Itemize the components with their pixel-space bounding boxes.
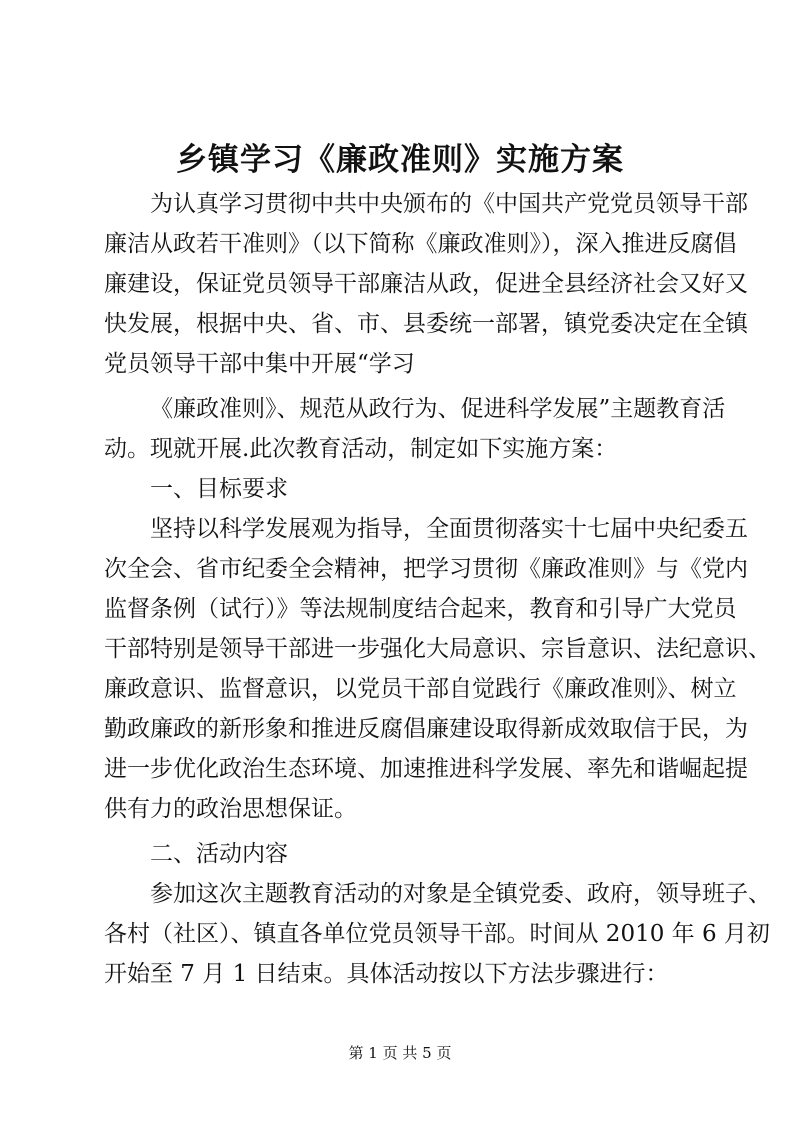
body-line-4: 快发展，根据中央、省、市、县委统一部署，镇党委决定在全镇 — [104, 311, 748, 337]
body-line-19: 各村（社区）、镇直各单位党员领导干部。时间从 2010 年 6 月初 — [104, 921, 770, 947]
body-line-1: 为认真学习贯彻中共中央颁布的《中国共产党党员领导干部 — [150, 191, 748, 217]
section-heading-1: 一、目标要求 — [150, 476, 288, 502]
body-line-13: 廉政意识、监督意识，以党员干部自觉践行《廉政准则》、树立 — [104, 676, 737, 702]
body-line-18: 参加这次主题教育活动的对象是全镇党委、政府，领导班子、 — [150, 881, 771, 907]
body-line-9: 坚持以科学发展观为指导，全面贯彻落实十七届中央纪委五 — [150, 516, 748, 542]
page-footer: 第 1 页 共 5 页 — [348, 1044, 452, 1062]
body-line-12: 干部特别是领导干部进一步强化大局意识、宗旨意识、法纪意识、 — [104, 636, 771, 662]
body-line-14: 勤政廉政的新形象和推进反腐倡廉建设取得新成效取信于民，为 — [104, 716, 748, 742]
body-line-15: 进一步优化政治生态环境、加速推进科学发展、率先和谐崛起提 — [104, 756, 748, 782]
body-line-11: 监督条例（试行）》等法规制度结合起来，教育和引导广大党员 — [104, 596, 737, 622]
section-heading-2: 二、活动内容 — [150, 841, 288, 867]
body-line-5: 党员领导干部中集中开展“学习 — [104, 351, 415, 377]
body-line-10: 次全会、省市纪委全会精神，把学习贯彻《廉政准则》与《党内 — [104, 556, 748, 582]
body-line-6: 《廉政准则》、规范从政行为、促进科学发展”主题教育活 — [150, 396, 726, 422]
document-title: 乡镇学习《廉政准则》实施方案 — [176, 142, 624, 178]
body-line-7: 动。现就开展.此次教育活动，制定如下实施方案： — [104, 436, 618, 462]
body-line-20: 开始至 7 月 1 日结束。具体活动按以下方法步骤进行： — [104, 961, 669, 987]
body-line-3: 廉建设，保证党员领导干部廉洁从政，促进全县经济社会又好又 — [104, 271, 748, 297]
body-line-2: 廉洁从政若干准则》（以下简称《廉政准则》），深入推进反腐倡 — [104, 231, 737, 257]
body-line-16: 供有力的政治思想保证。 — [104, 796, 357, 822]
